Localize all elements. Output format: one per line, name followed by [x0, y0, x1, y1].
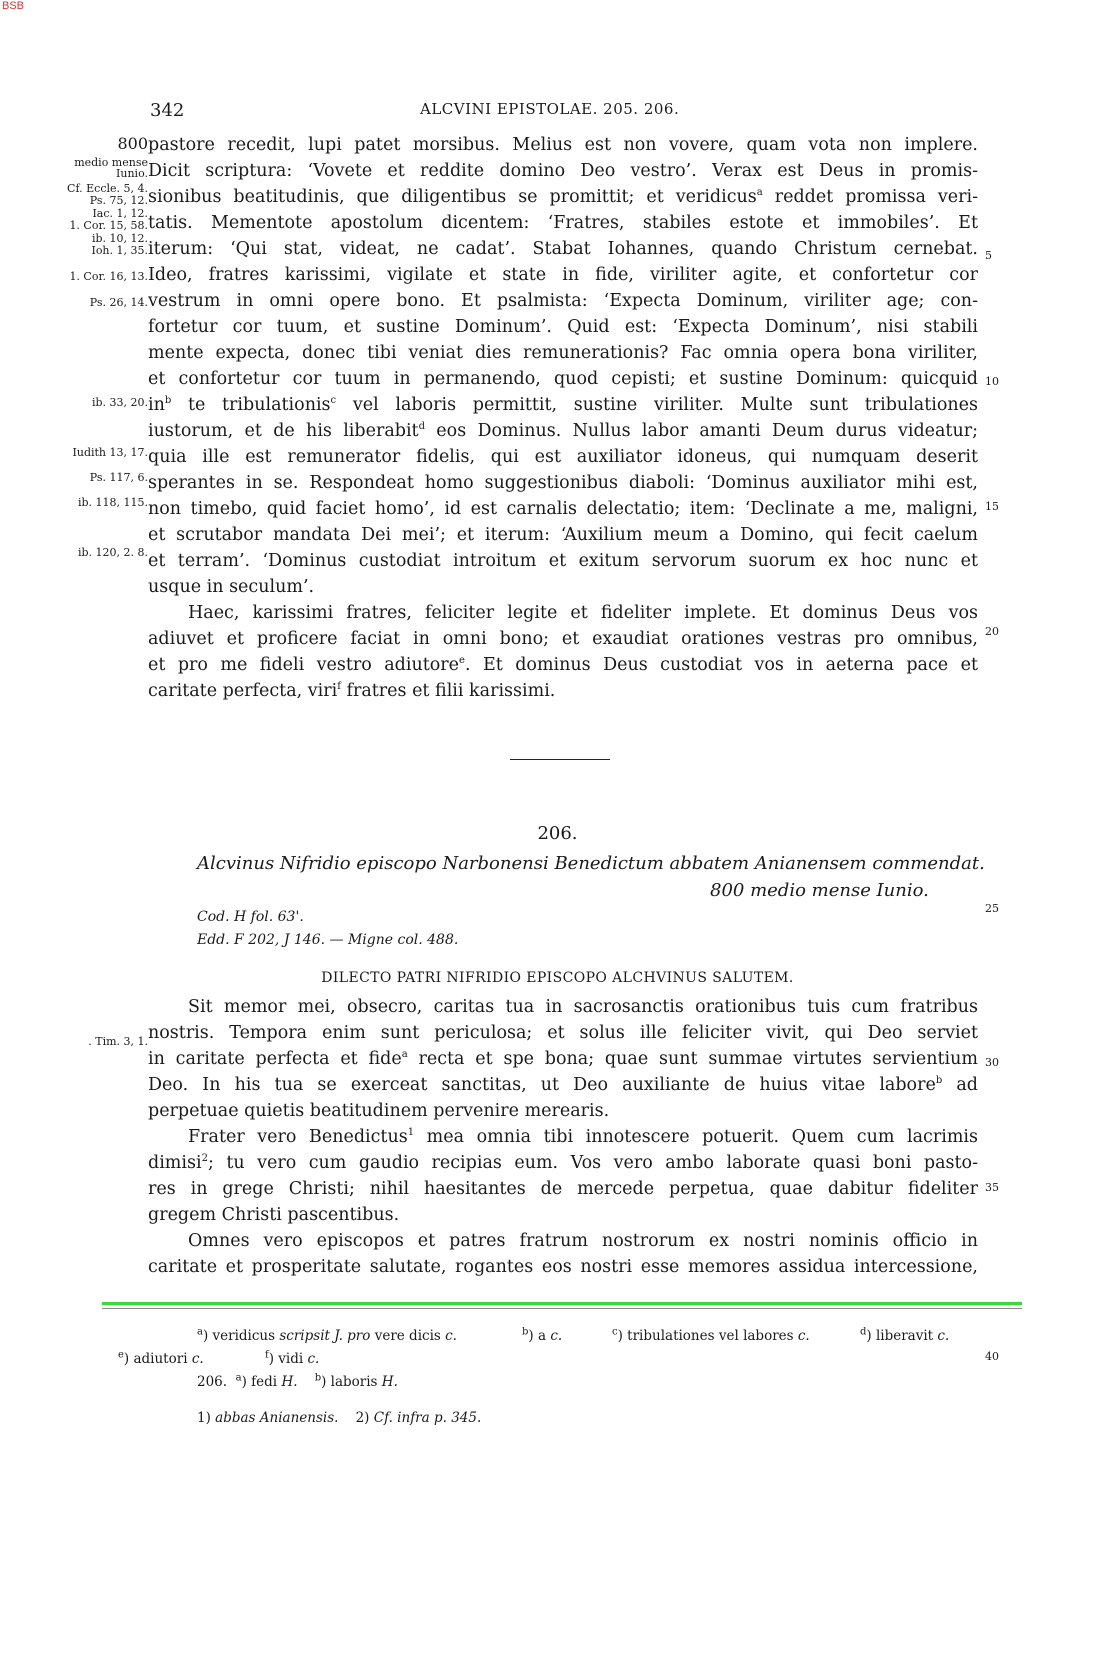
- line-number: 20: [985, 625, 999, 638]
- letter-date: 800 medio mense Iunio.: [710, 880, 929, 901]
- line-number: 30: [985, 1056, 999, 1069]
- footnote-f: $^f$) vidi c.: [265, 1349, 320, 1367]
- salutation: DILECTO PATRI NIFRIDIO EPISCOPO ALCHVINUS SALUTEM.: [321, 970, 794, 986]
- text-line: Sit memor mei, obsecro, caritas tua in sacrosanctis orationibus tuis cum fratribus: [188, 997, 978, 1017]
- text-line: et scrutabor mandata Dei mei’; et iterum: ‘Auxilium meum a Domino, qui fecit caelum: [148, 525, 978, 545]
- footnote-206: 206. $^a$) fedi H. $^b$) laboris H.: [197, 1372, 398, 1390]
- margin-ref: ib. 118, 115.: [77, 496, 148, 509]
- text-line: caritate et prosperitate salutate, rogantes eos nostri esse memores assidua intercessione,: [148, 1257, 978, 1277]
- text-line: sionibus beatitudinis, que diligentibus se promittit; et veridicus$^a$ reddet promissa veri-: [148, 187, 978, 207]
- margin-ref: ib. 33, 20.: [91, 396, 148, 409]
- letter-206-body: [148, 994, 978, 1280]
- text-line: sperantes in se. Respondeat homo suggestionibus diaboli: ‘Dominus auxiliator mihi est,: [148, 473, 978, 493]
- text-line: in caritate perfecta et fide$^a$ recta et spe bona; quae sunt summae virtutes servientium: [148, 1049, 978, 1069]
- section-separator: [510, 759, 610, 760]
- text-line: $in^b$ te tribulationis$^c$ vel laboris permittit, sustine viriliter. Multe sunt tribulationes: [148, 395, 978, 415]
- line-number: 10: [985, 375, 999, 388]
- text-line: Haec, karissimi fratres, feliciter legite et fideliter implete. Et dominus Deus vos: [188, 603, 978, 623]
- text-line: Omnes vero episcopos et patres fratrum nostrorum ex nostri nominis officio in: [188, 1231, 978, 1251]
- margin-ref: Ioh. 1, 35.: [91, 244, 148, 257]
- line-number: 15: [985, 500, 999, 513]
- text-line: et pro me fideli vestro adiutore$^e$. Et dominus Deus custodiat vos in aeterna pace et: [148, 655, 978, 675]
- footnote-b: $^b$) a c.: [522, 1326, 563, 1344]
- text-line: et terram’. ‘Dominus custodiat introitum et exitum servorum suorum ex hoc nunc et: [148, 551, 978, 571]
- text-line: vestrum in omni opere bono. Et psalmista: ‘Expecta Dominum, viriliter age; con-: [148, 291, 978, 311]
- margin-ref: Ps. 26, 14.: [89, 296, 148, 309]
- margin-ref: 1. Cor. 16, 13.: [69, 270, 148, 283]
- margin-ref: ib. 120, 2. 8.: [77, 546, 148, 559]
- margin-ref: ib. 10, 12.: [91, 232, 148, 245]
- running-title: ALCVINI EPISTOLAE. 205. 206.: [420, 100, 680, 118]
- source-editions: Edd. F 202, J 146. — Migne col. 488.: [197, 932, 459, 948]
- text-line: res in grege Christi; nihil haesitantes de mercede perpetua, quae dabitur fideliter: [148, 1179, 978, 1199]
- page-number: 342: [150, 100, 185, 121]
- footnote-a: $^a$) veridicus scripsit J. pro vere dicis c.: [197, 1326, 457, 1344]
- text-line: nostris. Tempora enim sunt periculosa; et solus ille feliciter vivit, qui Deo serviet: [148, 1023, 978, 1043]
- text-line: iterum: ‘Qui stat, videat, ne cadat’. Stabat Iohannes, quando Christum cernebat.: [148, 239, 978, 259]
- highlight-rule: [102, 1302, 1022, 1305]
- text-line: Ideo, fratres karissimi, vigilate et state in fide, viriliter agite, et confortetur cor: [148, 265, 978, 285]
- text-line: mente expecta, donec tibi veniat dies remunerationis? Fac omnia opera bona viriliter,: [148, 343, 978, 363]
- library-mark: BSB: [2, 0, 25, 12]
- text-line: Deo. In his tua se exerceat sanctitas, ut Deo auxiliante de huius vitae labore$^b$ ad: [148, 1075, 978, 1095]
- margin-ref: . Tim. 3, 1.: [88, 1035, 148, 1048]
- text-line: adiuvet et proficere faciat in omni bono; et exaudiat orationes vestras pro omnibus,: [148, 629, 978, 649]
- margin-year: 800: [117, 134, 148, 153]
- text-line: non timebo, quid faciet homo’, id est carnalis delectatio; item: ‘Declinate a me, maligni,: [148, 499, 978, 519]
- letter-summary: Alcvinus Nifridio episcopo Narbonensi Benedictum abbatem Anianensem commendat.: [197, 853, 985, 874]
- margin-ref: 1. Cor. 15, 58.: [69, 219, 148, 232]
- source-codex: Cod. H fol. 63'.: [197, 909, 304, 925]
- text-line: Frater vero Benedictus$^1$ mea omnia tibi innotescere potuerit. Quem cum lacrimis: [188, 1127, 978, 1147]
- letter-number: 206.: [537, 823, 578, 844]
- footnote-c: $^c$) tribulationes vel labores c.: [612, 1326, 810, 1344]
- text-line: usque in seculum’.: [148, 577, 315, 597]
- line-number: 35: [985, 1181, 999, 1194]
- letter-205-body: [148, 132, 978, 704]
- footnote-e: $^e$) adiutori c.: [118, 1349, 204, 1367]
- note-1: 1) abbas Anianensis. 2) Cf. infra p. 345.: [197, 1410, 482, 1426]
- text-line: dimisi$^2$; tu vero cum gaudio recipias eum. Vos vero ambo laborate quasi boni pasto-: [148, 1153, 978, 1173]
- line-number: 25: [985, 902, 999, 915]
- line-number: 5: [985, 249, 992, 262]
- line-number: 40: [985, 1350, 999, 1363]
- margin-ref: Iac. 1, 12.: [92, 207, 148, 220]
- text-line: caritate perfecta, viri$^f$ fratres et filii karissimi.: [148, 681, 556, 701]
- margin-ref: Ps. 75, 12.: [89, 194, 148, 207]
- text-line: et confortetur cor tuum in permanendo, quod cepisti; et sustine Dominum: quicquid: [148, 369, 978, 389]
- margin-ref: Iunio.: [116, 167, 148, 180]
- text-line: gregem Christi pascentibus.: [148, 1205, 400, 1225]
- text-line: tatis. Mementote apostolum dicentem: ‘Fratres, stabiles estote et immobiles’. Et: [148, 213, 978, 233]
- footnote-rule: [102, 1308, 1022, 1309]
- footnote-d: $^d$) liberavit c.: [860, 1326, 950, 1344]
- text-line: Dicit scriptura: ‘Vovete et reddite domino Deo vestro’. Verax est Deus in promis-: [148, 161, 978, 181]
- text-line: fortetur cor tuum, et sustine Dominum’. Quid est: ‘Expecta Dominum’, nisi stabili: [148, 317, 978, 337]
- text-line: pastore recedit, lupi patet morsibus. Melius est non vovere, quam vota non implere.: [148, 135, 978, 155]
- text-line: iustorum, et de his liberabit$^d$ eos Dominus. Nullus labor amanti Deum durus videatur;: [148, 421, 978, 441]
- margin-ref: Iudith 13, 17.: [72, 446, 148, 459]
- text-line: perpetuae quietis beatitudinem pervenire merearis.: [148, 1101, 610, 1121]
- margin-ref: medio mense: [74, 156, 148, 169]
- margin-ref: Ps. 117, 6.: [89, 471, 148, 484]
- text-line: quia ille est remunerator fidelis, qui est auxiliator idoneus, qui numquam deserit: [148, 447, 978, 467]
- margin-ref: Cf. Eccle. 5, 4.: [67, 182, 148, 195]
